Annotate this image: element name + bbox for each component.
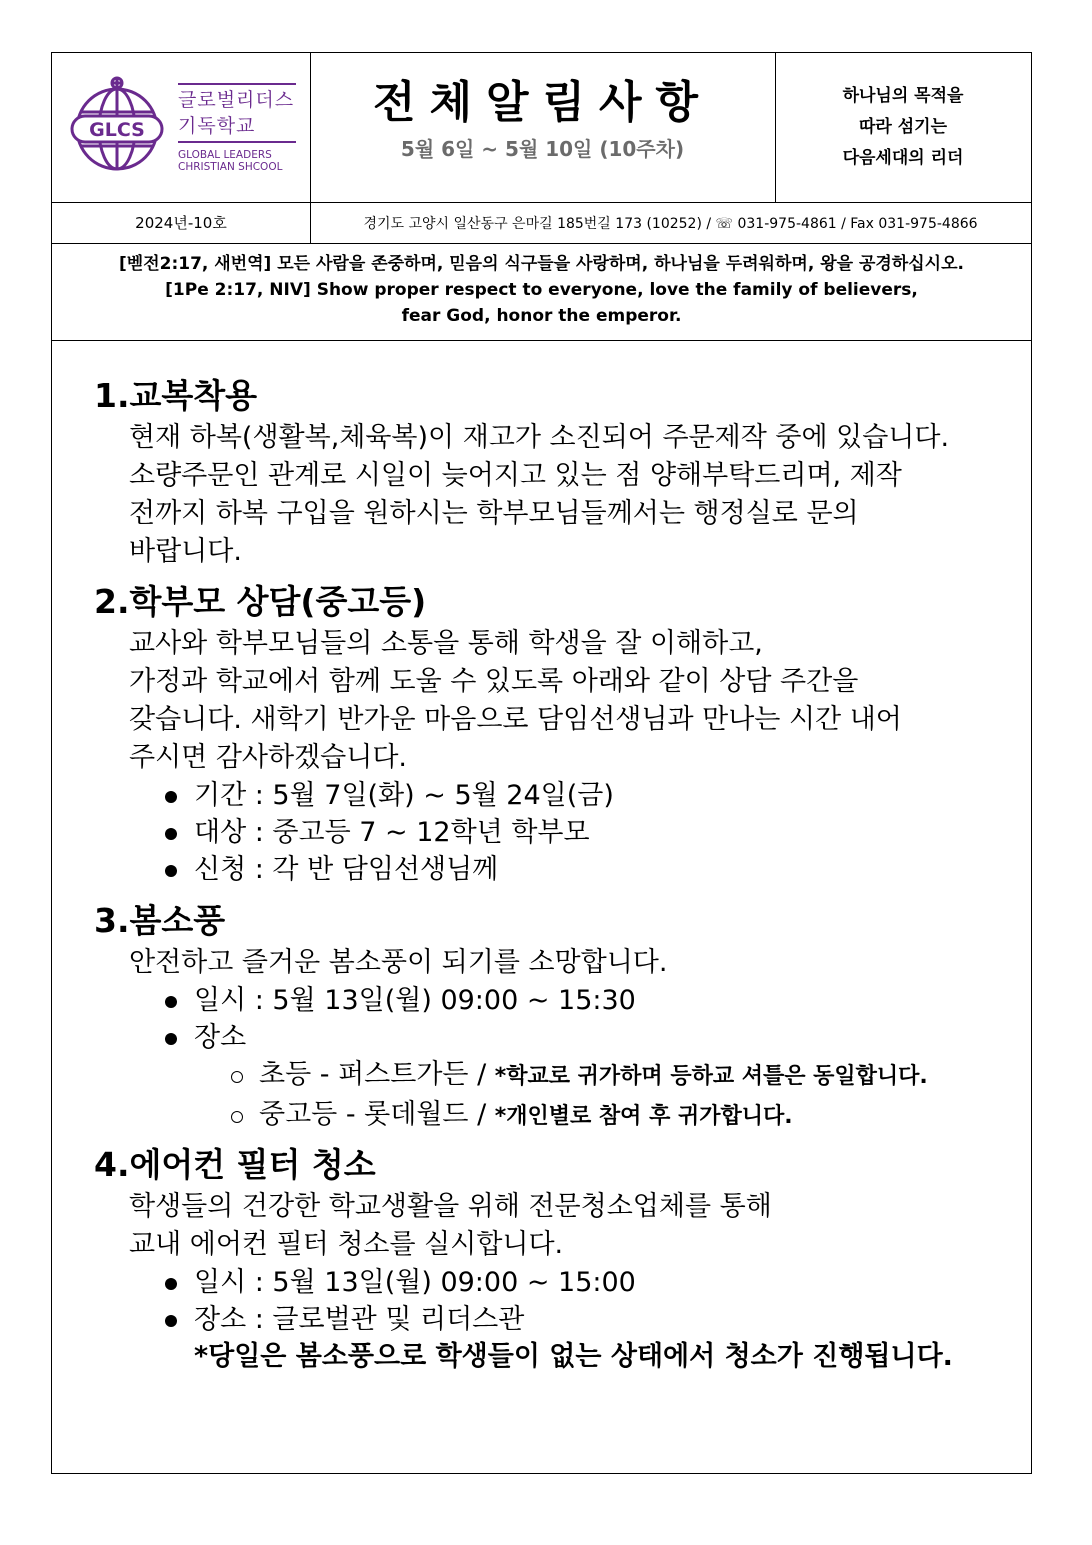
body-line: 교내 에어컨 필터 청소를 실시합니다. <box>129 1229 564 1260</box>
list-item: 일시 : 5월 13일(월) 09:00 ~ 15:30 <box>164 982 1031 1019</box>
logo-divider <box>178 141 296 143</box>
date-range: 5월 6일 ~ 5월 10일 (10주차) <box>400 137 685 161</box>
body-line: 갖습니다. 새학기 반가운 마음으로 담임선생님과 만나는 시간 내어 <box>129 704 902 735</box>
section-body <box>129 625 1031 777</box>
sub-list <box>229 1056 1031 1136</box>
body-line: 주시면 감사하겠습니다. <box>129 742 407 773</box>
section-title: 봄소풍 <box>129 901 226 940</box>
body-line: 현재 하복(생활복,체육복)이 재고가 소진되어 주문제작 중에 있습니다. <box>129 422 950 453</box>
info-bar <box>52 202 1031 244</box>
list-item: 장소 <box>164 1019 1031 1056</box>
section-number: 1. <box>94 376 130 415</box>
body-line: 바랍니다. <box>129 536 242 567</box>
sub-item-text: 중고등 - 롯데월드 / <box>259 1099 495 1130</box>
cleaning-note: *당일은 봄소풍으로 학생들이 없는 상태에서 청소가 진행됩니다. <box>194 1341 953 1372</box>
body-line: 전까지 하복 구입을 원하시는 학부모님들께서는 행정실로 문의 <box>129 498 859 529</box>
bullet-list <box>164 1264 1031 1338</box>
section-body <box>129 944 1031 982</box>
logo-top-rule <box>178 83 296 85</box>
bullet-list <box>164 777 1031 888</box>
sub-item-note: *학교로 귀가하며 등하교 셔틀은 동일합니다. <box>494 1064 928 1089</box>
list-item: 대상 : 중고등 7 ~ 12학년 학부모 <box>164 814 1031 851</box>
logo-korean-line1: 글로벌리더스 <box>178 89 295 111</box>
body-line: 소량주문인 관계로 시일이 늦어지고 있는 점 양해부탁드리며, 제작 <box>129 460 902 491</box>
section-title: 교복착용 <box>129 376 258 415</box>
verse-english-line1: [1Pe 2:17, NIV] Show proper respect to everyone, love the family of believers, <box>165 280 918 300</box>
sub-list-item <box>229 1096 1031 1136</box>
section-uniform <box>94 373 1031 571</box>
section-number: 2. <box>94 582 130 621</box>
list-item: 신청 : 각 반 담임선생님께 <box>164 851 1031 888</box>
sub-list-item <box>229 1056 1031 1096</box>
section-number: 3. <box>94 901 130 940</box>
section-title: 에어컨 필터 청소 <box>129 1145 376 1184</box>
motto-line: 하나님의 목적을 <box>842 86 964 106</box>
school-address: 경기도 고양시 일산동구 은마길 185번길 173 (10252) / ☏ 031-975-4861 / Fax 031-975-4866 <box>363 215 978 232</box>
section-aircon-cleaning <box>94 1142 1031 1376</box>
logo-korean-line2: 기독학교 <box>178 115 256 137</box>
section-spring-picnic <box>94 898 1031 1136</box>
list-item: 장소 : 글로벌관 및 리더스관 <box>164 1301 1031 1338</box>
section-number: 4. <box>94 1145 130 1184</box>
section-title: 학부모 상담(중고등) <box>129 582 427 621</box>
list-item: 기간 : 5월 7일(화) ~ 5월 24일(금) <box>164 777 1031 814</box>
body-line: 가정과 학교에서 함께 도울 수 있도록 아래와 같이 상담 주간을 <box>129 666 859 697</box>
sub-item-text: 초등 - 퍼스트가든 / <box>259 1059 495 1090</box>
section-heading <box>94 579 1031 625</box>
notice-content <box>94 373 1031 1376</box>
section-body <box>129 1188 1031 1264</box>
motto-line: 다음세대의 리더 <box>842 148 964 168</box>
section-parent-conference <box>94 579 1031 888</box>
header <box>52 53 1031 203</box>
bullet-list <box>164 982 1031 1056</box>
section-heading <box>94 373 1031 419</box>
logo-text <box>178 87 296 173</box>
section-heading <box>94 1142 1031 1188</box>
verse-korean: [벧전2:17, 새번역] 모든 사람을 존중하며, 믿음의 식구들을 사랑하며, 하나님을 두려워하며, 왕을 공경하십시오. <box>119 254 964 274</box>
globe-logo-icon <box>68 76 166 174</box>
section-heading <box>94 898 1031 944</box>
motto-line: 따라 섬기는 <box>858 117 948 137</box>
title-block <box>310 53 776 202</box>
sub-item-note: *개인별로 참여 후 귀가합니다. <box>494 1104 793 1129</box>
bible-verse <box>52 243 1031 341</box>
section-body <box>129 419 1031 571</box>
body-line: 학생들의 건강한 학교생활을 위해 전문청소업체를 통해 <box>129 1191 772 1222</box>
list-item: 일시 : 5월 13일(월) 09:00 ~ 15:00 <box>164 1264 1031 1301</box>
logo-english-line2: CHRISTIAN SHCOOL <box>178 160 283 173</box>
notice-frame <box>51 52 1032 1474</box>
svg-text:GLCS: GLCS <box>89 119 145 141</box>
issue-number: 2024년-10호 <box>52 202 311 243</box>
body-line: 안전하고 즐거운 봄소풍이 되기를 소망합니다. <box>129 947 668 978</box>
logo-english-line1: GLOBAL LEADERS <box>178 148 272 161</box>
motto-block <box>775 53 1031 202</box>
school-logo <box>52 53 311 202</box>
body-line: 교사와 학부모님들의 소통을 통해 학생을 잘 이해하고, <box>129 628 763 659</box>
page-title: 전체알림사항 <box>372 77 713 128</box>
verse-english-line2: fear God, honor the emperor. <box>401 306 682 326</box>
